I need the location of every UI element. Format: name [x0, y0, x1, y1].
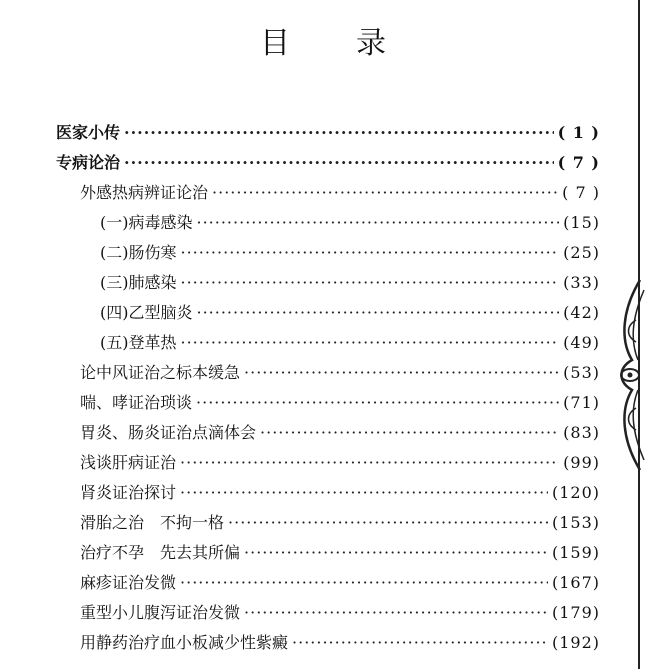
toc-entry-page: ( 1 ) — [557, 123, 600, 142]
toc-entry-page: (53) — [563, 363, 600, 382]
toc-entry-page: (179) — [551, 603, 600, 622]
toc-entry-label: 用静药治疗血小板减少性紫癜 — [80, 633, 289, 652]
toc-entry-label: 重型小儿腹泻证治发微 — [80, 603, 241, 622]
toc-entry-page: (15) — [563, 213, 600, 232]
toc-entry-page: (159) — [551, 543, 600, 562]
toc-entry-label: 专病论治 — [56, 153, 121, 172]
toc-entry-page: (153) — [551, 513, 600, 532]
toc-entry — [80, 178, 600, 208]
toc-entry — [100, 298, 600, 328]
toc-entry — [100, 238, 600, 268]
toc-entry-label: 治疗不孕 先去其所偏 — [80, 543, 241, 562]
toc-entry-label: (一)病毒感染 — [100, 213, 193, 232]
toc-entry — [80, 568, 600, 598]
leader-dots — [212, 178, 558, 208]
toc-entry-label: 喘、哮证治琐谈 — [80, 393, 193, 412]
toc-entry — [100, 268, 600, 298]
title-char-1: 目 — [260, 26, 292, 61]
leader-dots — [197, 298, 560, 328]
leader-dots — [228, 508, 548, 538]
leader-dots — [292, 628, 548, 658]
toc-entry-page: (71) — [563, 393, 600, 412]
toc-entry — [80, 628, 600, 658]
leader-dots — [196, 388, 559, 418]
toc-entry-page: (192) — [551, 633, 600, 652]
toc-entry — [100, 208, 600, 238]
toc-entry-page: (25) — [563, 243, 600, 262]
leader-dots — [180, 478, 548, 508]
leader-dots — [124, 148, 554, 178]
toc-entry — [80, 598, 600, 628]
toc-entry-label: 论中风证治之标本缓急 — [80, 363, 241, 382]
leader-dots — [244, 358, 559, 388]
leader-dots — [180, 568, 548, 598]
toc-entry-label: (四)乙型脑炎 — [100, 303, 193, 322]
toc-entry — [80, 358, 600, 388]
toc-entry-label: 滑胎之治 不拘一格 — [80, 513, 225, 532]
toc-entry — [56, 118, 600, 148]
toc-entry-label: 外感热病辨证论治 — [80, 183, 209, 202]
toc-entry — [80, 418, 600, 448]
page-title — [0, 18, 648, 62]
toc-entry — [80, 448, 600, 478]
toc-entry — [80, 538, 600, 568]
toc-entry-page: (33) — [563, 273, 600, 292]
toc-entry-page: (167) — [551, 573, 600, 592]
toc-entry-label: (二)肠伤寒 — [100, 243, 177, 262]
leader-dots — [180, 448, 559, 478]
leader-dots — [181, 238, 560, 268]
toc-entry-label: 肾炎证治探讨 — [80, 483, 177, 502]
toc-entry — [80, 508, 600, 538]
toc-entry — [56, 148, 600, 178]
toc-entry-label: (五)登革热 — [100, 333, 177, 352]
leader-dots — [197, 208, 560, 238]
toc-entry-label: (三)肺感染 — [100, 273, 177, 292]
toc-entry-label: 医家小传 — [56, 123, 121, 142]
toc-entry — [100, 328, 600, 358]
toc-entry-page: (99) — [563, 453, 600, 472]
leader-dots — [244, 598, 548, 628]
toc-entry-page: (49) — [563, 333, 600, 352]
leader-dots — [244, 538, 548, 568]
toc-entry-page: (83) — [563, 423, 600, 442]
toc-entry-page: (120) — [551, 483, 600, 502]
toc-entry-page: ( 7 ) — [562, 183, 600, 202]
leader-dots — [181, 328, 560, 358]
toc-entry-page: (42) — [563, 303, 600, 322]
toc-entry-label: 胃炎、肠炎证治点滴体会 — [80, 423, 257, 442]
leader-dots — [260, 418, 559, 448]
leader-dots — [124, 118, 554, 148]
toc-entry — [80, 478, 600, 508]
decorative-ornament — [614, 280, 648, 470]
toc-entry-page: ( 7 ) — [557, 153, 600, 172]
title-char-2: 录 — [356, 26, 388, 61]
toc-entry-label: 麻疹证治发微 — [80, 573, 177, 592]
toc-entry — [80, 388, 600, 418]
leader-dots — [181, 268, 560, 298]
toc-entry-label: 浅谈肝病证治 — [80, 453, 177, 472]
